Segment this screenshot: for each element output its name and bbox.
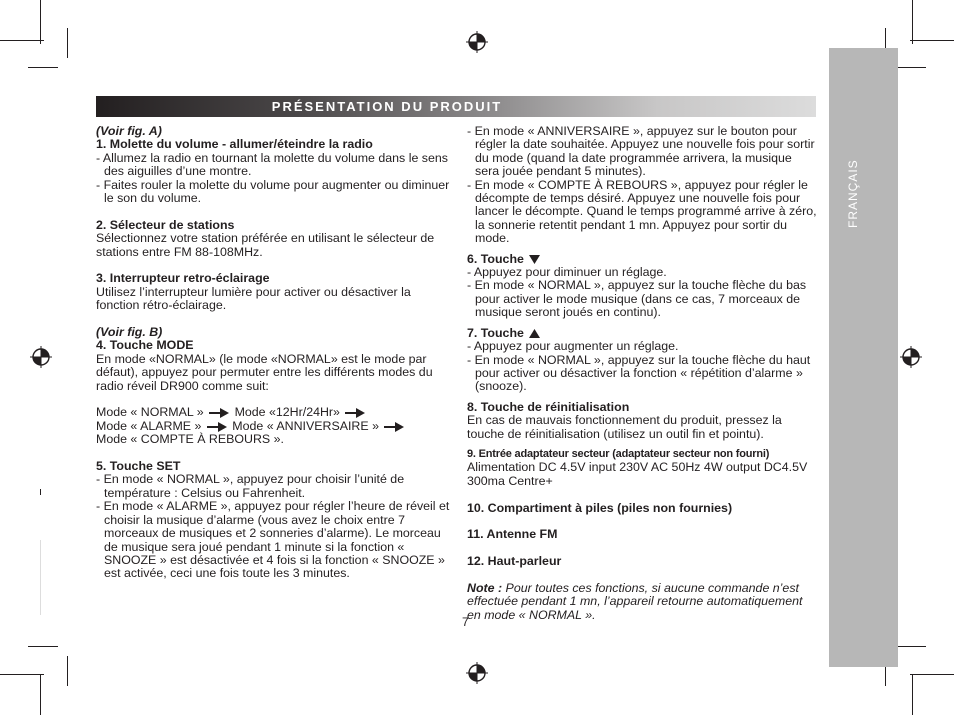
arrow-right-icon: [207, 422, 227, 432]
bullet-item: - Appuyez pour diminuer un réglage.: [467, 265, 667, 280]
language-tab: [829, 48, 898, 667]
arrow-down-icon: [529, 255, 540, 264]
arrow-right-icon: [345, 408, 365, 418]
figure-reference: (Voir fig. A): [96, 124, 162, 138]
section-heading: 12. Haut-parleur: [467, 554, 562, 569]
left-column: [96, 125, 454, 581]
bullet-item: - Faites rouler la molette du volume pour augmenter ou diminuer le son du volume.: [96, 177, 450, 206]
bullet-item: - En mode « NORMAL », appuyez pour choisir l’unité de température : Celsius ou Fahrenheit.: [96, 472, 405, 500]
section-heading: 2. Sélecteur de stations: [96, 217, 235, 232]
crop-mark: [67, 656, 68, 686]
mode-label: Mode « NORMAL »: [96, 405, 204, 420]
section-heading-text: 6. Touche: [467, 251, 524, 266]
crop-mark: [0, 40, 44, 41]
section-heading: 1. Molette du volume - allumer/éteindre la radio: [96, 137, 373, 152]
crop-mark: [910, 674, 954, 675]
bullet-item: - En mode « ANNIVERSAIRE », appuyez sur le bouton pour régler la date souhaitée. Appuyez une nouvelle fois pour sortir du mode (quand la date programmée arrivera, la musique sera jouée pendant 5 minutes).: [467, 124, 815, 179]
section-heading: 3. Interrupteur retro-éclairage: [96, 271, 270, 286]
section-heading: 5. Touche SET: [96, 459, 181, 474]
crop-mark: [28, 646, 58, 647]
section-heading: [467, 327, 817, 340]
note-text: Pour toutes ces fonctions, si aucune commande n’est effectuée pendant 1 mn, l’appareil retourne automatiquement en mode « NORMAL ».: [467, 580, 803, 622]
crop-mark: [40, 674, 41, 715]
note-paragraph: [467, 582, 817, 622]
crop-mark: [896, 67, 926, 68]
page-number: 7: [462, 615, 469, 629]
bullet-item: - Appuyez pour augmenter un réglage.: [467, 339, 679, 354]
crop-mark: [0, 674, 44, 675]
figure-reference: (Voir fig. B): [96, 325, 163, 340]
mode-label: Mode « ANNIVERSAIRE »: [232, 418, 379, 433]
language-label: FRANÇAIS: [846, 159, 860, 228]
crop-mark: [912, 674, 913, 715]
crop-mark: [896, 646, 926, 647]
registration-mark-icon: [30, 346, 52, 368]
section-heading-text: 7. Touche: [467, 325, 524, 340]
section-title: PRÉSENTATION DU PRODUIT: [271, 99, 503, 114]
crop-mark: [67, 28, 68, 58]
note-label: Note :: [467, 580, 503, 595]
section-heading: 8. Touche de réinitialisation: [467, 399, 630, 414]
section-heading: 4. Touche MODE: [96, 338, 194, 353]
section-heading: 9. Entrée adaptateur secteur (adaptateur secteur non fourni): [467, 447, 770, 460]
crop-mark: [40, 489, 41, 495]
paragraph: Utilisez l’interrupteur lumière pour activer ou désactiver la fonction rétro-éclairage.: [96, 284, 411, 313]
bullet-item: - En mode « COMPTE À REBOURS », appuyez pour régler le décompte de temps désiré. Appuyez une nouvelle fois pour lancer le décompte. Quand le temps programmé arrive à zéro, la sonnerie retentit pendant 1 mn. Appuyez pour sortir du mode.: [467, 177, 817, 246]
mode-label: Mode « ALARME »: [96, 418, 202, 433]
bullet-item: - En mode « NORMAL », appuyez sur la touche flèche du haut pour activer ou désactiver la fonction « répétition d’alarme » (snooze).: [467, 352, 811, 394]
section-heading: 11. Antenne FM: [467, 527, 558, 542]
mode-sequence-line: Mode « COMPTE À REBOURS ».: [96, 432, 284, 447]
right-column: [467, 125, 817, 622]
paragraph: En cas de mauvais fonctionnement du produit, pressez la touche de réinitialisation (utilisez un outil fin et pointu).: [467, 413, 782, 441]
paragraph: Alimentation DC 4.5V input 230V AC 50Hz 4W output DC4.5V 300ma Centre+: [467, 460, 808, 488]
paragraph: Sélectionnez votre station préférée en utilisant le sélecteur de stations entre FM 88-108MHz.: [96, 231, 435, 259]
arrow-right-icon: [384, 422, 404, 432]
bullet-item: - En mode « ALARME », appuyez pour régler l’heure de réveil et choisir la musique d’alarme (vous avez le choix entre 7 morceaux de musiques et 2 sonneries d’alarme). Le morceau de musique sera joué pendant 1 minute si la fonction « SNOOZE » est désactivée et 4 fois si la fonction « SNOOZE » est activée, ceci une fois toute les 3 minutes.: [96, 499, 450, 581]
mode-sequence-line: [96, 406, 454, 419]
registration-mark-icon: [466, 662, 488, 684]
paragraph: En mode «NORMAL» (le mode «NORMAL» est le mode par défaut), appuyez pour permuter entre les différents modes du radio réveil DR900 comme suit:: [96, 351, 433, 393]
section-heading: 10. Compartiment à piles (piles non fournies): [467, 500, 733, 515]
crop-mark: [40, 540, 41, 615]
crop-mark: [912, 0, 913, 44]
crop-mark: [28, 67, 58, 68]
registration-mark-icon: [466, 31, 488, 53]
bullet-item: - En mode « NORMAL », appuyez sur la touche flèche du bas pour activer le mode musique (dans ce cas, 7 morceaux de musique seront joués en continu).: [467, 278, 807, 320]
registration-mark-icon: [900, 346, 922, 368]
bullet-item: - Allumez la radio en tournant la molette du volume dans le sens des aiguilles d’une montre.: [96, 150, 448, 179]
arrow-right-icon: [209, 408, 229, 418]
mode-label: Mode «12Hr/24Hr»: [234, 405, 340, 420]
section-heading: [467, 253, 817, 266]
arrow-up-icon: [529, 329, 540, 338]
crop-mark: [910, 40, 954, 41]
crop-mark: [40, 0, 41, 44]
